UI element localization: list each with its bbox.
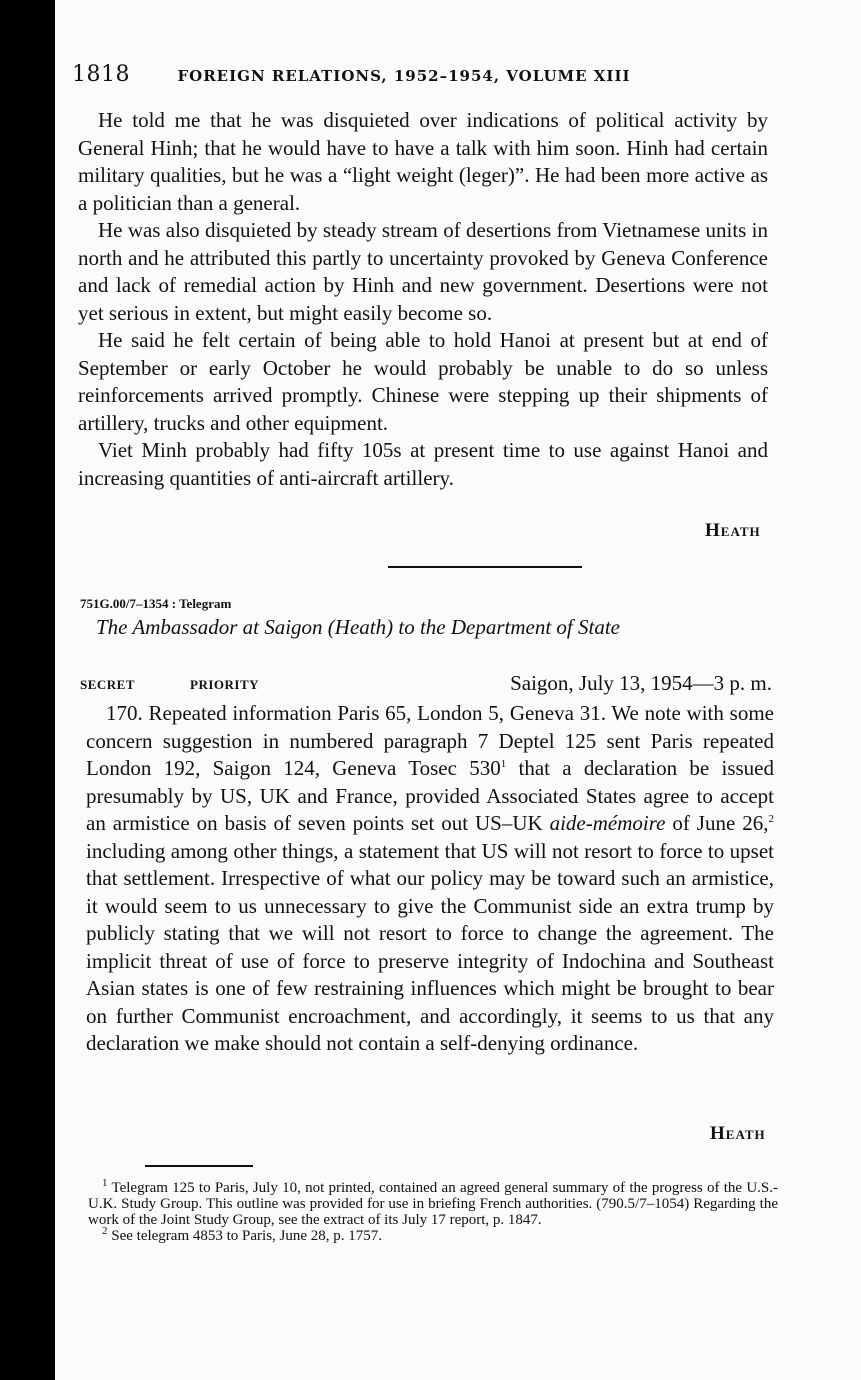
footnote-marker: 2 [102, 1225, 108, 1237]
second-document-body [86, 700, 774, 1058]
footnote: $^1$ Telegram 125 to Paris, July 10, not printed, contained an agreed general summary of the progress of the U.S.-U.K. Study Group. This outline was provided for use in briefing French authorities. (790.5/7–1054) Regarding the work of the Joint Study Group, see the extract of its July 17 report, p. 1847. [88, 1177, 778, 1228]
paragraph: He said he felt certain of being able to hold Hanoi at present but at end of September or early October he would probably be unable to do so unless reinforcements arrived promptly. Chinese were stepping up their shipments of artillery, trucks and other equipment. [78, 328, 768, 435]
signature: Heath [710, 1123, 766, 1144]
signature: Heath [705, 520, 761, 541]
document-file-number: 751G.00/7–1354 : Telegram [80, 596, 232, 611]
classification-line [80, 671, 772, 697]
section-divider [388, 566, 582, 568]
running-title: FOREIGN RELATIONS, 1952–1954, VOLUME XIII [177, 67, 631, 85]
footnote-ref: 2 [768, 813, 774, 825]
footnote-rule [145, 1165, 253, 1167]
footnote-marker: 1 [102, 1177, 108, 1189]
page-number: 1818 [72, 62, 130, 87]
page-header [72, 62, 672, 87]
footnotes [88, 1177, 778, 1244]
paragraph: He told me that he was disquieted over indications of political activity by General Hinh; that he would have to have a talk with him soon. Hinh had certain military qualities, but he was a “light weight (leger)”. He had been more active as a politician than a general. [78, 108, 768, 215]
paragraph: 170. Repeated information Paris 65, London 5, Geneva 31. We note with some concern suggestion in numbered paragraph 7 Deptel 125 sent Paris repeated London 192, Saigon 124, Geneva Tosec $530^1$ that a declaration be issued presumably by US, UK and France, provided Associated States agree to accept an armistice on basis of seven points set out US–UK aide-mémoire of June 26,$^2$ including among other things, a statement that US will not resort to force to upset that settlement. Irrespective of what our policy may be toward such an armistice, it would seem to us unnecessary to give the Communist side an extra trump by publicly stating that we will not resort to force to change the agreement. The implicit threat of use of force to preserve integrity of Indochina and Southeast Asian states is one of few restraining influences which might be brought to bear on further Communist encroachment, and accordingly, it seems to us that any declaration we make should not contain a self-denying ordinance. [86, 701, 774, 1055]
place-date: Saigon, July 13, 1954—3 p. m. [510, 671, 772, 695]
footnote-ref: 1 [500, 758, 507, 770]
paragraph: He was also disquieted by steady stream of desertions from Vietnamese units in north and he attributed this partly to uncertainty provoked by Geneva Conference and lack of remedial action by Hinh and new government. Desertions were not yet serious in extent, but might easily become so. [78, 218, 768, 325]
precedence: PRIORITY [190, 677, 260, 692]
footnote: $^2$ See telegram 4853 to Paris, June 28, p. 1757. [102, 1225, 383, 1244]
book-spine-shadow [0, 0, 55, 1380]
paragraph: Viet Minh probably had fifty 105s at present time to use against Hanoi and increasing quantities of anti-aircraft artillery. [78, 438, 768, 490]
document-title: The Ambassador at Saigon (Heath) to the Department of State [96, 615, 620, 639]
first-document-body [78, 107, 768, 492]
italic-term: aide-mémoire [549, 811, 666, 835]
classification: SECRET [80, 677, 136, 692]
